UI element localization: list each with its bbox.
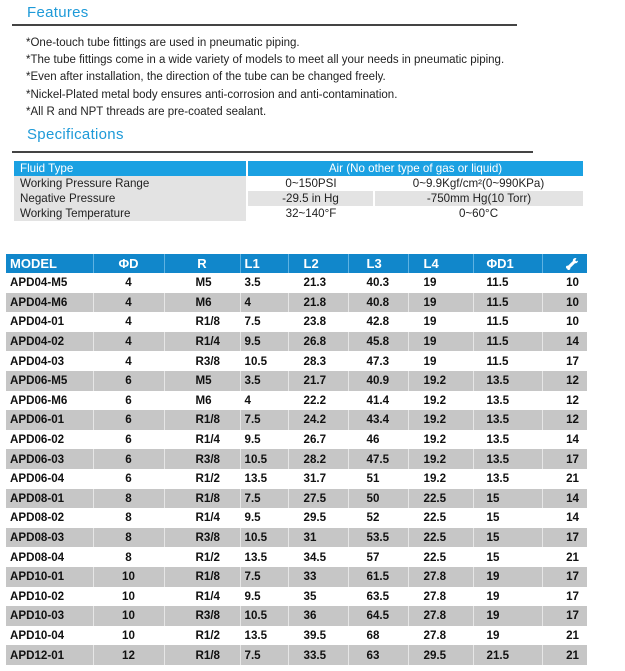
cell-model: APD10-01 — [6, 567, 93, 587]
cell-model: APD08-03 — [6, 528, 93, 548]
cell-l2: 28.3 — [288, 351, 348, 371]
cell-l2: 33.5 — [288, 645, 348, 665]
cell-phi-d1: 13.5 — [473, 371, 542, 391]
cell-wrench-size: 10 — [542, 273, 587, 293]
cell-l2: 26.7 — [288, 430, 348, 450]
cell-model: APD12-01 — [6, 645, 93, 665]
cell-phi-d1: 11.5 — [473, 293, 542, 313]
cell-l2: 34.5 — [288, 547, 348, 567]
spec-row-fluid-type — [14, 161, 583, 176]
cell-l1: 13.5 — [240, 469, 288, 489]
cell-wrench-size: 21 — [542, 469, 587, 489]
cell-phi-d: 8 — [93, 489, 164, 509]
spec-row-negative-pressure — [14, 191, 583, 206]
cell-phi-d: 4 — [93, 273, 164, 293]
cell-l2: 23.8 — [288, 312, 348, 332]
cell-phi-d1: 19 — [473, 626, 542, 646]
features-title: Features — [27, 4, 89, 21]
cell-l3: 40.8 — [348, 293, 408, 313]
cell-model: APD04-02 — [6, 332, 93, 352]
cell-l1: 4 — [240, 391, 288, 411]
cell-l1: 10.5 — [240, 528, 288, 548]
cell-l3: 47.5 — [348, 449, 408, 469]
cell-l2: 39.5 — [288, 626, 348, 646]
cell-l1: 13.5 — [240, 626, 288, 646]
cell-r: R1/4 — [164, 332, 240, 352]
feature-item: *Even after installation, the direction of the tube can be changed freely. — [26, 71, 386, 84]
features-list — [26, 35, 504, 121]
table-row — [6, 312, 587, 332]
cell-phi-d: 6 — [93, 449, 164, 469]
table-row — [6, 469, 587, 489]
cell-phi-d: 8 — [93, 547, 164, 567]
table-row — [6, 332, 587, 352]
cell-r: M5 — [164, 371, 240, 391]
column-header-wrench — [542, 254, 587, 273]
cell-l3: 43.4 — [348, 410, 408, 430]
cell-wrench-size: 17 — [542, 606, 587, 626]
cell-l4: 19.2 — [408, 430, 473, 450]
cell-l4: 22.5 — [408, 508, 473, 528]
table-row — [6, 508, 587, 528]
cell-r: M6 — [164, 293, 240, 313]
cell-phi-d: 4 — [93, 312, 164, 332]
cell-phi-d: 6 — [93, 371, 164, 391]
cell-l3: 40.9 — [348, 371, 408, 391]
cell-l3: 50 — [348, 489, 408, 509]
column-header-l1: L1 — [240, 254, 288, 273]
cell-l4: 22.5 — [408, 489, 473, 509]
cell-model: APD10-03 — [6, 606, 93, 626]
cell-l4: 27.8 — [408, 587, 473, 607]
cell-l4: 19 — [408, 293, 473, 313]
spec-value: Air (No other type of gas or liquid) — [247, 161, 583, 176]
cell-r: R3/8 — [164, 528, 240, 548]
cell-l2: 27.5 — [288, 489, 348, 509]
cell-l1: 7.5 — [240, 567, 288, 587]
cell-wrench-size: 17 — [542, 449, 587, 469]
cell-wrench-size: 17 — [542, 587, 587, 607]
cell-l2: 28.2 — [288, 449, 348, 469]
cell-l4: 19 — [408, 312, 473, 332]
spec-value-imperial: 32~140°F — [247, 206, 374, 221]
cell-l2: 31.7 — [288, 469, 348, 489]
cell-l4: 27.8 — [408, 606, 473, 626]
cell-phi-d1: 19 — [473, 587, 542, 607]
cell-phi-d1: 15 — [473, 489, 542, 509]
cell-l4: 19 — [408, 351, 473, 371]
spec-label: Negative Pressure — [14, 191, 247, 206]
spec-row-working-pressure — [14, 176, 583, 191]
cell-model: APD06-03 — [6, 449, 93, 469]
cell-l4: 19.2 — [408, 391, 473, 411]
cell-l2: 24.2 — [288, 410, 348, 430]
cell-l4: 19 — [408, 273, 473, 293]
table-row — [6, 430, 587, 450]
cell-l4: 19.2 — [408, 449, 473, 469]
cell-phi-d1: 19 — [473, 567, 542, 587]
cell-l2: 26.8 — [288, 332, 348, 352]
table-row — [6, 351, 587, 371]
cell-l3: 47.3 — [348, 351, 408, 371]
cell-r: R1/8 — [164, 567, 240, 587]
spec-label: Working Temperature — [14, 206, 247, 221]
cell-phi-d: 10 — [93, 587, 164, 607]
cell-l2: 22.2 — [288, 391, 348, 411]
cell-l1: 9.5 — [240, 587, 288, 607]
cell-l4: 19 — [408, 332, 473, 352]
cell-r: R3/8 — [164, 351, 240, 371]
cell-r: R1/2 — [164, 547, 240, 567]
cell-model: APD04-M6 — [6, 293, 93, 313]
cell-r: R1/8 — [164, 489, 240, 509]
table-row — [6, 391, 587, 411]
cell-wrench-size: 21 — [542, 626, 587, 646]
cell-l2: 29.5 — [288, 508, 348, 528]
cell-wrench-size: 14 — [542, 508, 587, 528]
cell-wrench-size: 12 — [542, 371, 587, 391]
feature-item: *The tube fittings come in a wide variety of models to meet all your needs in pneumatic piping. — [26, 54, 505, 67]
cell-model: APD08-02 — [6, 508, 93, 528]
table-row — [6, 645, 587, 665]
cell-phi-d1: 13.5 — [473, 410, 542, 430]
table-row — [6, 528, 587, 548]
cell-wrench-size: 14 — [542, 489, 587, 509]
feature-item: *One-touch tube fittings are used in pneumatic piping. — [26, 37, 300, 49]
cell-r: R1/4 — [164, 587, 240, 607]
table-row — [6, 587, 587, 607]
cell-l2: 21.3 — [288, 273, 348, 293]
cell-l1: 3.5 — [240, 371, 288, 391]
cell-l1: 7.5 — [240, 410, 288, 430]
spec-value-metric: 0~9.9Kgf/cm²(0~990KPa) — [374, 176, 583, 191]
cell-l1: 7.5 — [240, 312, 288, 332]
cell-l1: 3.5 — [240, 273, 288, 293]
cell-r: R1/8 — [164, 312, 240, 332]
cell-wrench-size: 21 — [542, 547, 587, 567]
features-divider — [12, 24, 517, 26]
cell-l3: 57 — [348, 547, 408, 567]
cell-l1: 9.5 — [240, 332, 288, 352]
specifications-table — [14, 161, 583, 221]
cell-model: APD06-04 — [6, 469, 93, 489]
cell-l4: 27.8 — [408, 626, 473, 646]
cell-phi-d: 6 — [93, 430, 164, 450]
table-header-row — [6, 254, 587, 273]
cell-phi-d: 10 — [93, 567, 164, 587]
spec-label: Fluid Type — [14, 161, 247, 176]
dimensions-table — [6, 254, 587, 665]
cell-wrench-size: 17 — [542, 351, 587, 371]
cell-l3: 64.5 — [348, 606, 408, 626]
cell-phi-d1: 15 — [473, 528, 542, 548]
cell-r: R3/8 — [164, 606, 240, 626]
cell-r: R1/2 — [164, 469, 240, 489]
cell-model: APD06-02 — [6, 430, 93, 450]
column-header-model: MODEL — [6, 254, 93, 273]
cell-phi-d: 12 — [93, 645, 164, 665]
cell-model: APD08-01 — [6, 489, 93, 509]
cell-r: R3/8 — [164, 449, 240, 469]
feature-item: *Nickel-Plated metal body ensures anti-corrosion and anti-contamination. — [26, 88, 398, 101]
cell-l3: 61.5 — [348, 567, 408, 587]
cell-l3: 68 — [348, 626, 408, 646]
cell-l3: 51 — [348, 469, 408, 489]
cell-phi-d1: 11.5 — [473, 351, 542, 371]
cell-wrench-size: 10 — [542, 293, 587, 313]
specifications-divider — [12, 151, 533, 153]
cell-phi-d: 6 — [93, 391, 164, 411]
cell-model: APD06-M6 — [6, 391, 93, 411]
cell-model: APD10-02 — [6, 587, 93, 607]
cell-model: APD08-04 — [6, 547, 93, 567]
cell-l4: 19.2 — [408, 469, 473, 489]
spec-value-imperial: -29.5 in Hg — [247, 191, 374, 206]
cell-l1: 4 — [240, 293, 288, 313]
cell-l3: 45.8 — [348, 332, 408, 352]
cell-l1: 9.5 — [240, 430, 288, 450]
cell-wrench-size: 12 — [542, 391, 587, 411]
table-row — [6, 371, 587, 391]
cell-l4: 19.2 — [408, 371, 473, 391]
cell-phi-d: 10 — [93, 626, 164, 646]
cell-wrench-size: 17 — [542, 528, 587, 548]
cell-model: APD04-03 — [6, 351, 93, 371]
cell-l4: 22.5 — [408, 528, 473, 548]
table-row — [6, 489, 587, 509]
cell-l1: 10.5 — [240, 351, 288, 371]
table-row — [6, 449, 587, 469]
cell-phi-d1: 11.5 — [473, 273, 542, 293]
cell-phi-d: 4 — [93, 351, 164, 371]
cell-wrench-size: 17 — [542, 567, 587, 587]
cell-phi-d1: 19 — [473, 606, 542, 626]
cell-phi-d1: 13.5 — [473, 391, 542, 411]
cell-phi-d: 6 — [93, 410, 164, 430]
cell-l3: 42.8 — [348, 312, 408, 332]
cell-model: APD04-M5 — [6, 273, 93, 293]
cell-r: R1/4 — [164, 430, 240, 450]
cell-phi-d: 6 — [93, 469, 164, 489]
cell-phi-d1: 11.5 — [473, 332, 542, 352]
cell-phi-d1: 13.5 — [473, 469, 542, 489]
cell-phi-d1: 21.5 — [473, 645, 542, 665]
cell-wrench-size: 12 — [542, 410, 587, 430]
specifications-title: Specifications — [27, 126, 124, 143]
cell-l4: 29.5 — [408, 645, 473, 665]
spec-row-working-temperature — [14, 206, 583, 221]
cell-l2: 21.8 — [288, 293, 348, 313]
cell-model: APD06-01 — [6, 410, 93, 430]
cell-phi-d1: 15 — [473, 547, 542, 567]
spec-value-metric: -750mm Hg(10 Torr) — [374, 191, 583, 206]
cell-r: R1/4 — [164, 508, 240, 528]
cell-l2: 31 — [288, 528, 348, 548]
cell-l2: 21.7 — [288, 371, 348, 391]
cell-r: R1/8 — [164, 410, 240, 430]
column-header-l3: L3 — [348, 254, 408, 273]
cell-model: APD04-01 — [6, 312, 93, 332]
cell-phi-d1: 11.5 — [473, 312, 542, 332]
cell-phi-d1: 13.5 — [473, 449, 542, 469]
wrench-icon — [565, 257, 579, 271]
cell-l4: 27.8 — [408, 567, 473, 587]
cell-wrench-size: 21 — [542, 645, 587, 665]
table-row — [6, 293, 587, 313]
cell-l3: 63.5 — [348, 587, 408, 607]
cell-r: R1/2 — [164, 626, 240, 646]
cell-model: APD06-M5 — [6, 371, 93, 391]
column-header-phi-d1: ΦD1 — [473, 254, 542, 273]
table-row — [6, 567, 587, 587]
column-header-phi-d: ΦD — [93, 254, 164, 273]
cell-l1: 10.5 — [240, 449, 288, 469]
cell-l4: 22.5 — [408, 547, 473, 567]
table-row — [6, 606, 587, 626]
cell-l4: 19.2 — [408, 410, 473, 430]
cell-phi-d: 4 — [93, 332, 164, 352]
cell-l3: 41.4 — [348, 391, 408, 411]
cell-r: R1/8 — [164, 645, 240, 665]
cell-phi-d: 4 — [93, 293, 164, 313]
cell-phi-d1: 13.5 — [473, 430, 542, 450]
cell-l2: 35 — [288, 587, 348, 607]
spec-value-imperial: 0~150PSI — [247, 176, 374, 191]
cell-l1: 7.5 — [240, 489, 288, 509]
cell-l3: 40.3 — [348, 273, 408, 293]
cell-l3: 53.5 — [348, 528, 408, 548]
cell-phi-d: 8 — [93, 508, 164, 528]
cell-wrench-size: 10 — [542, 312, 587, 332]
column-header-r: R — [164, 254, 240, 273]
cell-l1: 10.5 — [240, 606, 288, 626]
cell-l1: 7.5 — [240, 645, 288, 665]
column-header-l2: L2 — [288, 254, 348, 273]
column-header-l4: L4 — [408, 254, 473, 273]
cell-model: APD10-04 — [6, 626, 93, 646]
cell-r: M6 — [164, 391, 240, 411]
cell-l2: 33 — [288, 567, 348, 587]
table-row — [6, 410, 587, 430]
table-row — [6, 273, 587, 293]
cell-phi-d: 8 — [93, 528, 164, 548]
cell-wrench-size: 14 — [542, 430, 587, 450]
cell-phi-d1: 15 — [473, 508, 542, 528]
spec-label: Working Pressure Range — [14, 176, 247, 191]
cell-l1: 13.5 — [240, 547, 288, 567]
cell-wrench-size: 14 — [542, 332, 587, 352]
cell-l3: 52 — [348, 508, 408, 528]
cell-phi-d: 10 — [93, 606, 164, 626]
cell-l2: 36 — [288, 606, 348, 626]
table-row — [6, 547, 587, 567]
cell-r: M5 — [164, 273, 240, 293]
cell-l1: 9.5 — [240, 508, 288, 528]
spec-value-metric: 0~60°C — [374, 206, 583, 221]
feature-item: *All R and NPT threads are pre-coated sealant. — [26, 105, 267, 118]
cell-l3: 63 — [348, 645, 408, 665]
cell-l3: 46 — [348, 430, 408, 450]
table-row — [6, 626, 587, 646]
